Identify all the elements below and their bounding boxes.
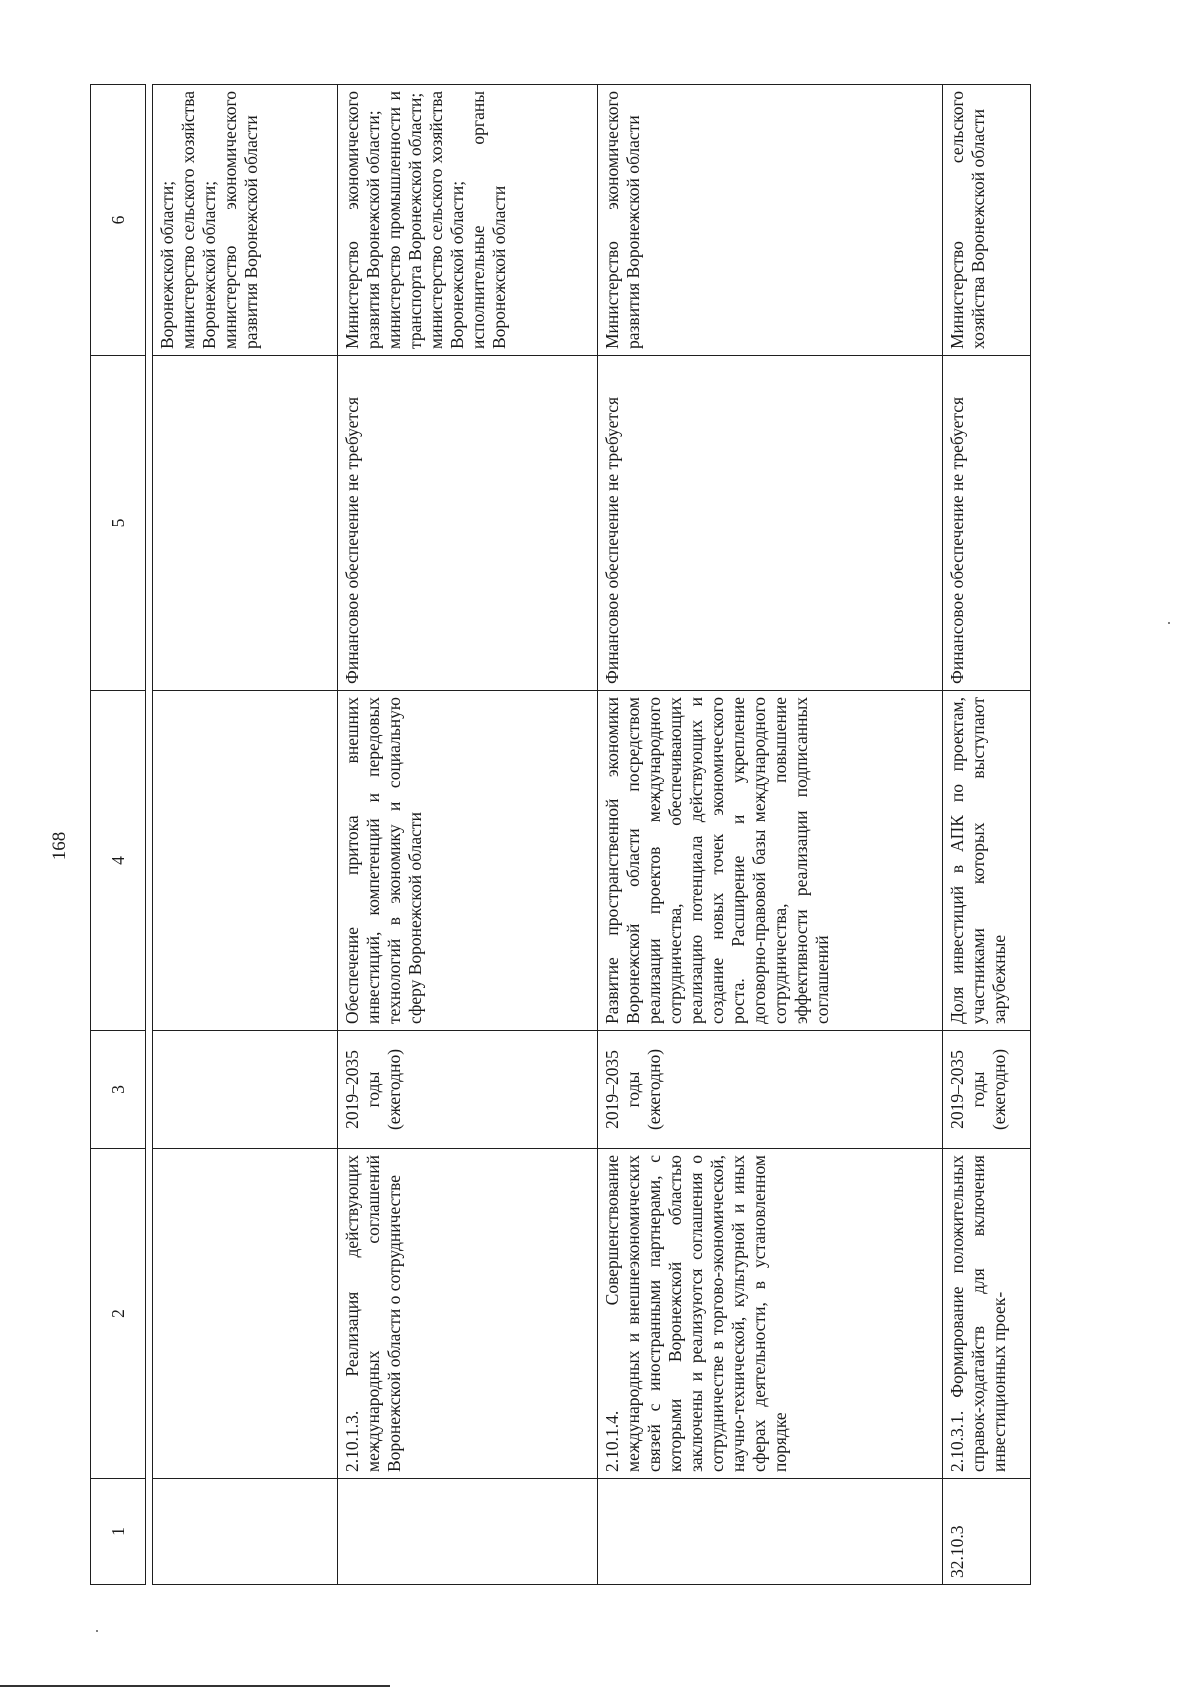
cell-result: Развитие пространственной экономики Воронежской области посредством реализации проектов международного сотрудничества, обеспечивающих реализацию потенциала действующих и создание новых точек экономического роста. Расширение и укрепление договорно-правовой базы международного сотрудничества, повышение эффективности реализации подписанных соглашений [598, 691, 943, 1031]
cell-number [338, 1479, 598, 1585]
table-row [153, 85, 338, 1585]
cell-measure: 2.10.1.4. Совершенствование международных и внешнеэкономических связей с иностранными партнерами, с которыми Воронежской областью заключены и реализуются соглашения о сотрудничестве в торгово-экономической, научно-технической, культурной и иных сферах деятельности, в установленном порядке [598, 1149, 943, 1479]
cell-result: Обеспечение притока внешних инвестиций, компетенций и передовых технологий в экономику и социальную сферу Воронежской области [338, 691, 598, 1031]
table-row [338, 85, 598, 1585]
cell-number: 32.10.3 [943, 1479, 1031, 1585]
table-rotation-wrapper [90, 85, 1100, 1585]
cell-measure: 2.10.1.3. Реализация действующих международных соглашений Воронежской области о сотрудничестве [338, 1149, 598, 1479]
cell-responsible: Министерство сельского хозяйства Воронежской области [943, 85, 1031, 356]
col-header-4: 4 [91, 691, 146, 1031]
cell-number [598, 1479, 943, 1585]
measures-table [90, 84, 1031, 1585]
col-header-6: 6 [91, 85, 146, 356]
cell-period [153, 1031, 338, 1149]
scan-speck [96, 1630, 98, 1632]
col-header-1: 1 [91, 1479, 146, 1585]
cell-measure [153, 1149, 338, 1479]
page-number: 168 [49, 831, 70, 861]
cell-period: 2019–2035 годы (ежегодно) [338, 1031, 598, 1149]
footer-rule [0, 1685, 390, 1687]
column-number-row [91, 85, 146, 1585]
col-header-3: 3 [91, 1031, 146, 1149]
cell-result [153, 691, 338, 1031]
cell-period: 2019–2035 годы (ежегодно) [943, 1031, 1031, 1149]
cell-responsible: Министерство экономического развития Воронежской области; министерство промышленности и транспорта Воронежской области; министерство сельского хозяйства Воронежской области; исполнительные органы Воронежской области [338, 85, 598, 356]
cell-funding: Финансовое обеспечение не требуется [943, 356, 1031, 691]
cell-number [153, 1479, 338, 1585]
cell-responsible: Воронежской области; министерство сельского хозяйства Воронежской области; министерство экономического развития Воронежской области [153, 85, 338, 356]
cell-measure: 2.10.3.1. Формирование положительных справок-ходатайств для включения инвестиционных проек- [943, 1149, 1031, 1479]
col-header-2: 2 [91, 1149, 146, 1479]
cell-responsible: Министерство экономического развития Воронежской области [598, 85, 943, 356]
cell-result: Доля инвестиций в АПК по проектам, участниками которых выступают зарубежные [943, 691, 1031, 1031]
cell-funding [153, 356, 338, 691]
col-header-5: 5 [91, 356, 146, 691]
separator-row [146, 85, 153, 1585]
table-row [943, 85, 1031, 1585]
rotated-table-container [90, 85, 1100, 1585]
separator-cell [146, 85, 153, 1585]
cell-period: 2019–2035 годы (ежегодно) [598, 1031, 943, 1149]
table-row [598, 85, 943, 1585]
cell-funding: Финансовое обеспечение не требуется [338, 356, 598, 691]
cell-funding: Финансовое обеспечение не требуется [598, 356, 943, 691]
scan-speck [1168, 622, 1170, 624]
